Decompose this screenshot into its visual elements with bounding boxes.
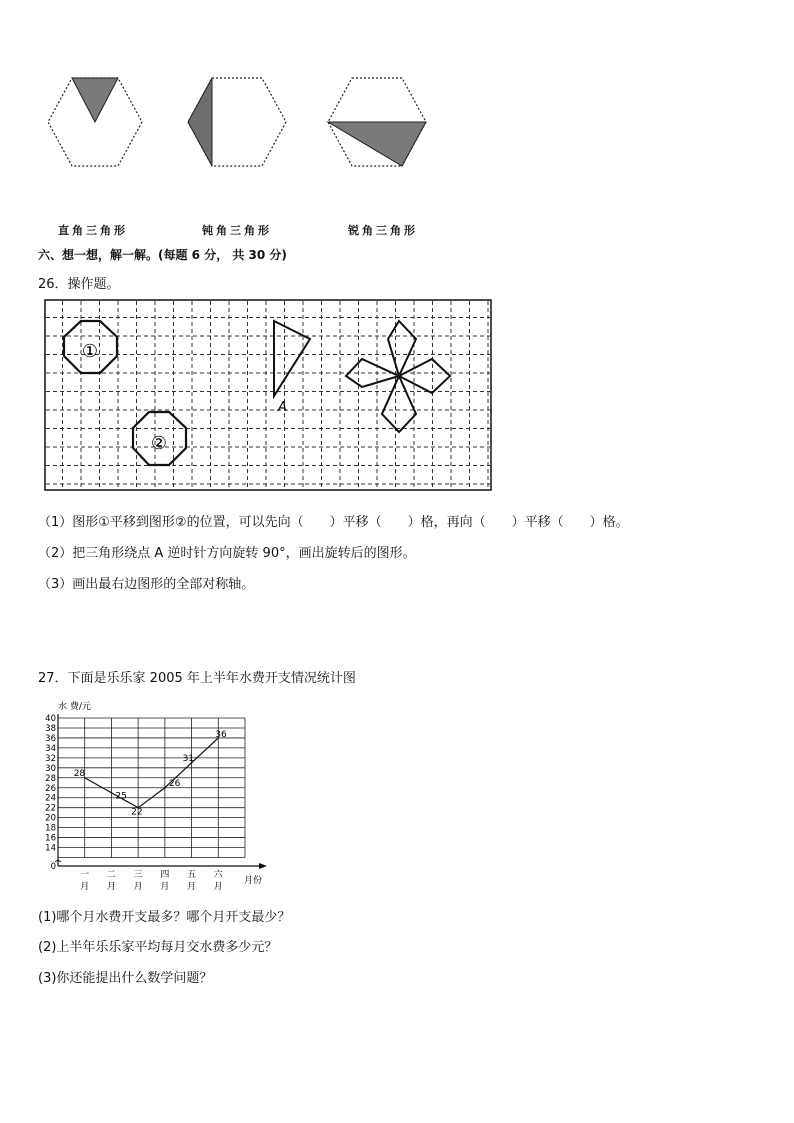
grid-border [45,300,491,490]
water-fee-line-chart [36,694,276,898]
chart-y-tick-label: 26 [45,783,56,794]
chart-y-tick-label: 24 [45,793,56,804]
chart-x-tick-label: 三 [133,870,143,880]
hexagon-figures [30,70,450,180]
chart-x-tick-label: 五 [187,870,197,880]
chart-data-label: 36 [215,729,227,740]
chart-y-tick-label: 14 [45,843,56,854]
q27-subq1: (1)哪个月水费开支最多？哪个月开支最少？ [38,910,291,925]
chart-grid [55,714,267,869]
chart-data-label: 28 [73,768,86,779]
hexagon-right-triangle [48,78,142,166]
chart-y-tick-label: 0 [50,862,56,872]
label-acute-triangle: 锐角三角形 [348,224,418,237]
triangle-shape [274,321,310,396]
chart-ylabel: 水 费/元 [58,702,91,712]
section-6-title: 六、想一想，解一解。(每题 6 分， 共 30 分) [38,248,287,262]
q26-subq2: （2）把三角形绕点 A 逆时针方向旋转 90°，画出旋转后的图形。 [38,546,416,561]
chart-data-label: 22 [131,807,143,818]
point-a-label: A [278,400,287,415]
chart-x-axis-arrow [259,863,267,869]
octagon-2-label: ② [150,433,168,454]
chart-y-tick-label: 18 [45,823,56,834]
chart-x-tick-label: 月 [160,882,170,892]
chart-x-ticks [80,869,224,892]
chart-x-tick-label: 月 [133,882,143,892]
q27-subq2: (2)上半年乐乐家平均每月交水费多少元？ [38,940,278,955]
chart-y-tick-label: 20 [45,813,56,824]
chart-y-tick-label: 34 [45,743,56,754]
chart-y-tick-label: 22 [45,803,56,814]
chart-x-tick-label: 月 [187,882,197,892]
q26-grid-figure [44,299,492,492]
chart-x-tick-label: 月 [106,882,116,892]
chart-point [111,792,113,794]
chart-y-tick-label: 32 [45,753,56,764]
q26-title: 26．操作题。 [38,277,120,292]
q27-title: 27．下面是乐乐家 2005 年上半年水费开支情况统计图 [38,671,356,686]
chart-data-labels [74,730,227,818]
chart-x-tick-label: 一 [80,870,90,880]
q27-subq3: (3)你还能提出什么数学问题？ [38,971,213,986]
label-right-triangle: 直角三角形 [58,224,128,237]
chart-x-tick-label: 二 [106,870,116,880]
flower-shape [346,321,450,432]
chart-x-tick-label: 月 [80,882,90,892]
q26-subq3: （3）画出最右边图形的全部对称轴。 [38,577,255,592]
chart-y-ticks [45,714,56,872]
chart-data-label: 26 [168,778,181,789]
chart-x-tick-label: 月 [213,882,223,892]
chart-data-label: 31 [182,753,195,764]
chart-xlabel: 月份 [244,876,263,886]
chart-x-tick-label: 四 [160,870,170,880]
octagon-1-label: ① [81,341,99,362]
chart-y-tick-label: 36 [45,733,56,744]
label-obtuse-triangle: 钝角三角形 [202,224,272,237]
hexagon-acute-triangle [328,78,426,166]
q26-subq1: （1）图形①平移到图形②的位置，可以先向（ ）平移（ ）格，再向（ ）平移（ ）格。 [38,515,629,530]
chart-point [164,787,166,789]
chart-x-tick-label: 六 [213,870,223,880]
chart-y-tick-label: 40 [45,714,56,724]
hexagon-obtuse-triangle [188,78,286,166]
dashed-grid [46,301,490,490]
chart-y-tick-label: 38 [45,723,56,734]
chart-y-tick-label: 16 [45,833,56,844]
chart-data-label: 25 [115,791,127,802]
chart-y-tick-label: 28 [45,773,56,784]
chart-y-tick-label: 30 [45,763,56,774]
chart-series-polyline [85,738,219,808]
